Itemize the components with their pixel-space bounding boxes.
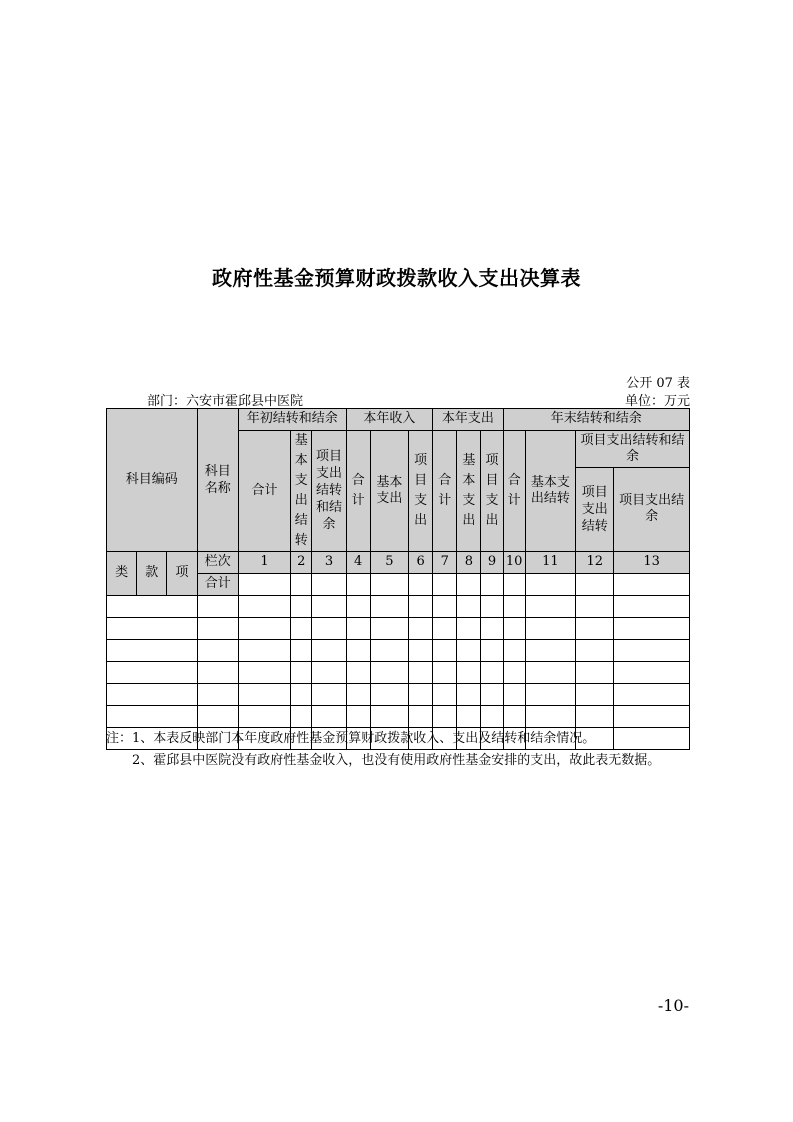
column-number: 13 (614, 552, 690, 574)
table-cell (107, 684, 198, 706)
expense-project-header (481, 431, 503, 552)
table-cell (433, 684, 457, 706)
table-cell (614, 728, 690, 750)
column-number: 9 (481, 552, 503, 574)
table-cell (457, 662, 481, 684)
page-number: -10- (657, 996, 689, 1015)
table-cell (525, 706, 575, 728)
begin-basic-text: 基本支出结转 (294, 433, 308, 548)
column-number: 6 (409, 552, 433, 574)
begin-balance-header: 年初结转和结余 (238, 409, 346, 431)
table-cell (503, 640, 525, 662)
table-cell (409, 706, 433, 728)
table-cell (525, 662, 575, 684)
table-row (107, 706, 690, 728)
table-cell (107, 640, 198, 662)
column-number: 10 (503, 552, 525, 574)
column-number: 5 (370, 552, 408, 574)
expense-total-header (433, 431, 457, 552)
unit-label: 单位：万元 (624, 394, 690, 409)
table-cell (614, 706, 690, 728)
table-cell (370, 574, 408, 596)
table-cell (312, 640, 346, 662)
table-cell (503, 662, 525, 684)
table-cell (614, 640, 690, 662)
page-title: 政府性基金预算财政拨款收入支出决算表 (212, 266, 581, 290)
table-cell (576, 596, 614, 618)
table-cell (433, 662, 457, 684)
table-cell (312, 574, 346, 596)
table-cell (433, 596, 457, 618)
table-cell (370, 596, 408, 618)
table-cell (197, 684, 238, 706)
table-cell (238, 618, 290, 640)
table-cell (525, 684, 575, 706)
table-cell (614, 662, 690, 684)
income-header: 本年收入 (346, 409, 433, 431)
department-label: 部门：六安市霍邱县中医院 (147, 394, 304, 409)
table-cell (409, 574, 433, 596)
expense-basic-text: 基本支出 (462, 453, 476, 528)
fund-budget-table (106, 408, 690, 750)
column-number: 2 (291, 552, 312, 574)
table-cell (433, 618, 457, 640)
end-balance-header: 年末结转和结余 (503, 409, 689, 431)
table-cell (503, 618, 525, 640)
total-row-label: 合计 (197, 574, 238, 596)
table-cell (457, 618, 481, 640)
table-cell (614, 618, 690, 640)
table-cell (481, 640, 503, 662)
end-project-group-header: 项目支出结转和结余 (576, 431, 690, 468)
table-cell (481, 574, 503, 596)
table-cell (312, 684, 346, 706)
expense-project-text: 项目支出 (485, 453, 499, 528)
begin-basic-header (291, 431, 312, 552)
table-cell (370, 640, 408, 662)
table-cell (312, 596, 346, 618)
column-no-label: 栏次 (197, 552, 238, 574)
note-2: 2、霍邱县中医院没有政府性基金收入，也没有使用政府性基金安排的支出，故此表无数据。 (132, 753, 661, 768)
column-number: 8 (457, 552, 481, 574)
table-cell (291, 618, 312, 640)
table-cell (503, 596, 525, 618)
item-header: 项 (167, 552, 197, 596)
table-cell (481, 684, 503, 706)
end-total-text: 合计 (507, 473, 521, 508)
expense-basic-header (457, 431, 481, 552)
table-cell (433, 706, 457, 728)
table-cell (481, 618, 503, 640)
table-cell (312, 662, 346, 684)
income-project-header (409, 431, 433, 552)
table-cell (312, 706, 346, 728)
table-cell (576, 640, 614, 662)
table-cell (197, 618, 238, 640)
table-cell (238, 574, 290, 596)
table-cell (312, 618, 346, 640)
table-cell (503, 684, 525, 706)
income-total-header (346, 431, 370, 552)
table-cell (481, 662, 503, 684)
income-project-text: 项目支出 (414, 453, 428, 528)
table-cell (433, 640, 457, 662)
table-cell (457, 596, 481, 618)
table-cell (576, 706, 614, 728)
table-cell (197, 706, 238, 728)
note-1: 注：1、本表反映部门本年度政府性基金预算财政拨款收入、支出及结转和结余情况。 (106, 731, 596, 746)
column-number: 3 (312, 552, 346, 574)
form-number: 公开 07 表 (626, 376, 690, 391)
table-cell (576, 618, 614, 640)
table-cell (291, 662, 312, 684)
begin-project-header (312, 431, 346, 552)
table-cell (291, 684, 312, 706)
table-cell (614, 574, 690, 596)
table-cell (238, 706, 290, 728)
table-cell (525, 574, 575, 596)
table-cell (197, 596, 238, 618)
table-cell (409, 684, 433, 706)
table-cell (238, 662, 290, 684)
column-number: 7 (433, 552, 457, 574)
table-cell (197, 662, 238, 684)
table-cell (409, 596, 433, 618)
table-cell (107, 706, 198, 728)
table-cell (409, 662, 433, 684)
expense-total-text: 合计 (438, 473, 452, 508)
table-cell (291, 706, 312, 728)
table-cell (346, 662, 370, 684)
table-cell (614, 596, 690, 618)
table-cell (576, 574, 614, 596)
table-row (107, 618, 690, 640)
column-number: 12 (576, 552, 614, 574)
table-cell (346, 618, 370, 640)
table-cell (503, 574, 525, 596)
table-row (107, 596, 690, 618)
end-project-carry-text: 项目支出结转 (581, 484, 608, 534)
column-number: 1 (238, 552, 290, 574)
table-cell (503, 706, 525, 728)
table-cell (409, 618, 433, 640)
column-number: 4 (346, 552, 370, 574)
subject-name-header (197, 409, 238, 552)
table-cell (291, 640, 312, 662)
expense-header: 本年支出 (433, 409, 503, 431)
table-cell (346, 684, 370, 706)
table-cell (576, 684, 614, 706)
table-cell (107, 596, 198, 618)
table-cell (481, 596, 503, 618)
table-cell (457, 684, 481, 706)
table-cell (291, 574, 312, 596)
table-cell (370, 684, 408, 706)
table-cell (457, 574, 481, 596)
table-cell (346, 706, 370, 728)
table-cell (525, 596, 575, 618)
table-cell (409, 640, 433, 662)
end-total-header (503, 431, 525, 552)
section-header: 款 (137, 552, 167, 596)
table-cell (433, 574, 457, 596)
table-cell (238, 640, 290, 662)
table-cell (481, 706, 503, 728)
table-row (107, 640, 690, 662)
table-cell (614, 684, 690, 706)
table-cell (346, 640, 370, 662)
table-cell (291, 596, 312, 618)
subject-code-header: 科目编码 (107, 409, 198, 552)
table-cell (370, 618, 408, 640)
table-cell (107, 662, 198, 684)
table-cell (346, 596, 370, 618)
category-header: 类 (107, 552, 137, 596)
begin-total-header: 合计 (238, 431, 290, 552)
end-project-carry-header (576, 467, 614, 551)
table-row (107, 662, 690, 684)
end-basic-header: 基本支出结转 (525, 431, 575, 552)
table-cell (107, 618, 198, 640)
table-cell (370, 706, 408, 728)
end-project-balance-header: 项目支出结余 (614, 467, 690, 551)
begin-project-text: 项目支出结转和结余 (315, 449, 342, 533)
table-cell (457, 706, 481, 728)
income-total-text: 合计 (351, 473, 365, 508)
column-number: 11 (525, 552, 575, 574)
table-cell (238, 596, 290, 618)
table-cell (370, 662, 408, 684)
table-cell (457, 640, 481, 662)
subject-name-text: 科目名称 (204, 463, 231, 496)
table-cell (525, 640, 575, 662)
table-row (107, 684, 690, 706)
table-cell (525, 618, 575, 640)
table-cell (346, 574, 370, 596)
table-cell (197, 640, 238, 662)
income-basic-header: 基本支出 (370, 431, 408, 552)
table-cell (238, 684, 290, 706)
table-cell (576, 662, 614, 684)
